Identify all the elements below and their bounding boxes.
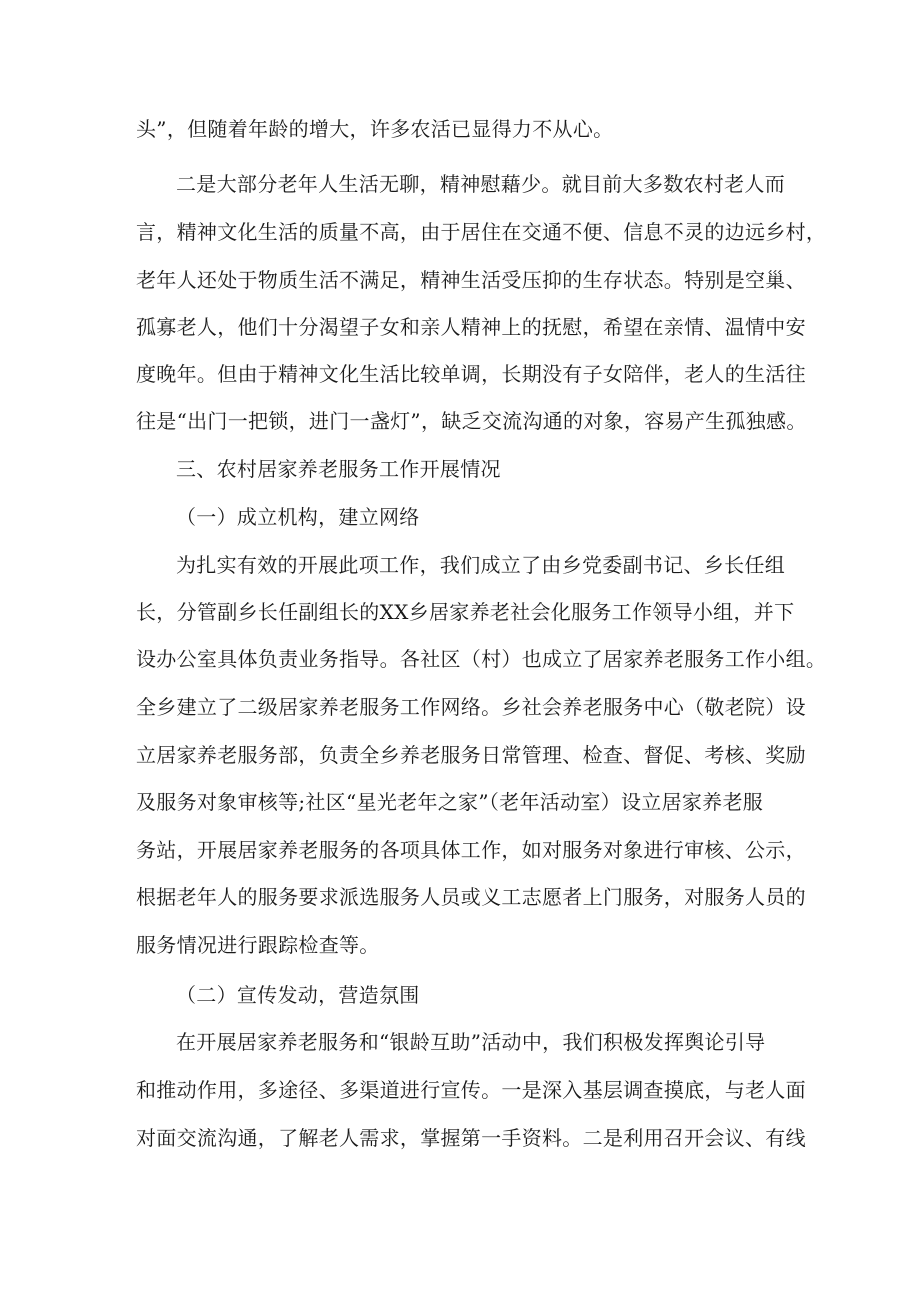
paragraph-line: 头”，但随着年龄的增大，许多农活已显得力不从心。 <box>136 117 614 141</box>
section-heading: 三、农村居家养老服务工作开展情况 <box>176 457 501 481</box>
paragraph-line: 和推动作用，多途径、多渠道进行宣传。一是深入基层调查摸底，与老人面 <box>136 1078 806 1102</box>
paragraph-line: 度晚年。但由于精神文化生活比较单调，长期没有子女陪伴，老人的生活往 <box>136 362 806 386</box>
paragraph-line: 服务情况进行跟踪检查等。 <box>136 933 380 957</box>
paragraph-line: 二是大部分老年人生活无聊，精神慰藉少。就目前大多数农村老人而 <box>176 172 785 196</box>
paragraph-line: 孤寡老人，他们十分渴望子女和亲人精神上的抚慰，希望在亲情、温情中安 <box>136 315 806 339</box>
paragraph-line: 设办公室具体负责业务指导。各社区（村）也成立了居家养老服务工作小组。 <box>136 647 827 671</box>
paragraph-line: 老年人还处于物质生活不满足，精神生活受压抑的生存状态。特别是空巢、 <box>136 268 806 292</box>
paragraph-line: 在开展居家养老服务和“银龄互助”活动中，我们积极发挥舆论引导 <box>176 1030 766 1054</box>
paragraph-line: 为扎实有效的开展此项工作，我们成立了由乡党委副书记、乡长任组 <box>176 553 785 577</box>
subsection-heading: （二）宣传发动，营造氛围 <box>176 983 420 1007</box>
paragraph-line: 全乡建立了二级居家养老服务工作网络。乡社会养老服务中心（敬老院）设 <box>136 695 806 719</box>
paragraph-line: 言，精神文化生活的质量不高，由于居住在交通不便、信息不灵的边远乡村， <box>136 220 827 244</box>
paragraph-line: 对面交流沟通，了解老人需求，掌握第一手资料。二是利用召开会议、有线 <box>136 1126 806 1150</box>
paragraph-line: 务站，开展居家养老服务的各项具体工作，如对服务对象进行审核、公示， <box>136 838 806 862</box>
paragraph-line: 立居家养老服务部，负责全乡养老服务日常管理、检查、督促、考核、奖励 <box>136 743 806 767</box>
paragraph-line: 往是“出门一把锁，进门一盏灯”，缺乏交流沟通的对象，容易产生孤独感。 <box>136 409 807 433</box>
subsection-heading: （一）成立机构，建立网络 <box>176 505 420 529</box>
paragraph-line: 根据老年人的服务要求派选服务人员或义工志愿者上门服务，对服务人员的 <box>136 885 806 909</box>
paragraph-line: 长，分管副乡长任副组长的XX乡居家养老社会化服务工作领导小组，并下 <box>136 600 795 624</box>
paragraph-line: 及服务对象审核等;社区“星光老年之家”（老年活动室）设立居家养老服 <box>136 790 764 814</box>
